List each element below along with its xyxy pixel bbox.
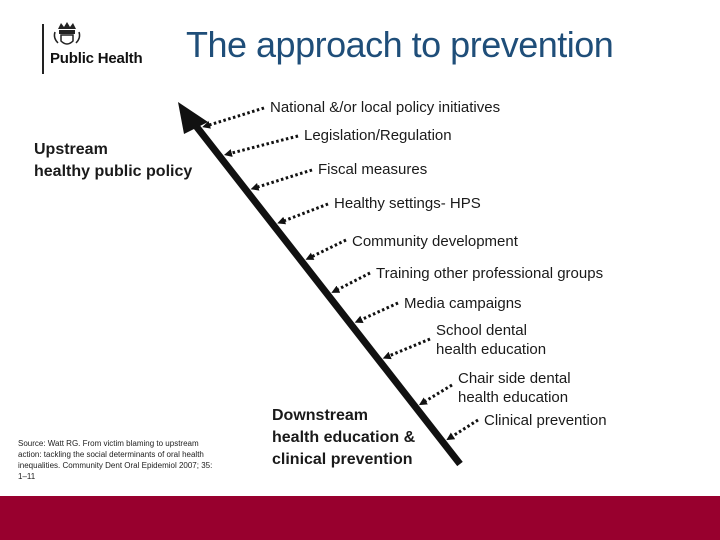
source-citation: Source: Watt RG. From victim blaming to upstream action: tackling the social determinants of oral health inequalities. Community Dent Oral Epidemiol 2007; 35: 1–11	[18, 439, 213, 481]
dotted-arrow	[386, 339, 430, 357]
intervention-label: School dental health education	[436, 322, 547, 358]
dotted-arrow	[254, 170, 312, 188]
intervention-label: Legislation/Regulation	[304, 127, 452, 144]
dotted-arrow	[281, 204, 328, 222]
dotted-arrow	[358, 303, 398, 321]
dotted-arrow	[422, 385, 452, 403]
intervention-label: National &/or local policy initiatives	[270, 99, 501, 116]
downstream-label: Downstream health education & clinical prevention	[272, 407, 416, 468]
main-arrow-head	[178, 102, 208, 134]
upstream-label: Upstream healthy public policy	[34, 141, 193, 180]
dotted-arrow	[206, 108, 264, 126]
intervention-label: Training other professional groups	[376, 265, 604, 282]
intervention-label: Healthy settings- HPS	[334, 195, 481, 212]
dotted-arrow	[228, 136, 298, 154]
public-health-logo	[42, 20, 162, 76]
prevention-diagram	[0, 80, 720, 480]
intervention-label: Chair side dental health education	[458, 370, 571, 406]
org-name: Public Health	[50, 50, 143, 67]
intervention-label: Clinical prevention	[484, 412, 607, 429]
intervention-label: Community development	[352, 233, 518, 250]
page-title: The approach to prevention	[186, 24, 614, 65]
logo-divider	[42, 24, 44, 74]
dotted-arrow	[309, 240, 346, 258]
dotted-arrow	[450, 420, 478, 438]
royal-crest-icon	[52, 20, 82, 48]
dotted-arrow	[335, 273, 370, 291]
page-number: 6	[6, 484, 12, 495]
intervention-label: Media campaigns	[404, 295, 522, 312]
intervention-label: Fiscal measures	[318, 161, 428, 178]
footer-bar	[0, 496, 720, 540]
